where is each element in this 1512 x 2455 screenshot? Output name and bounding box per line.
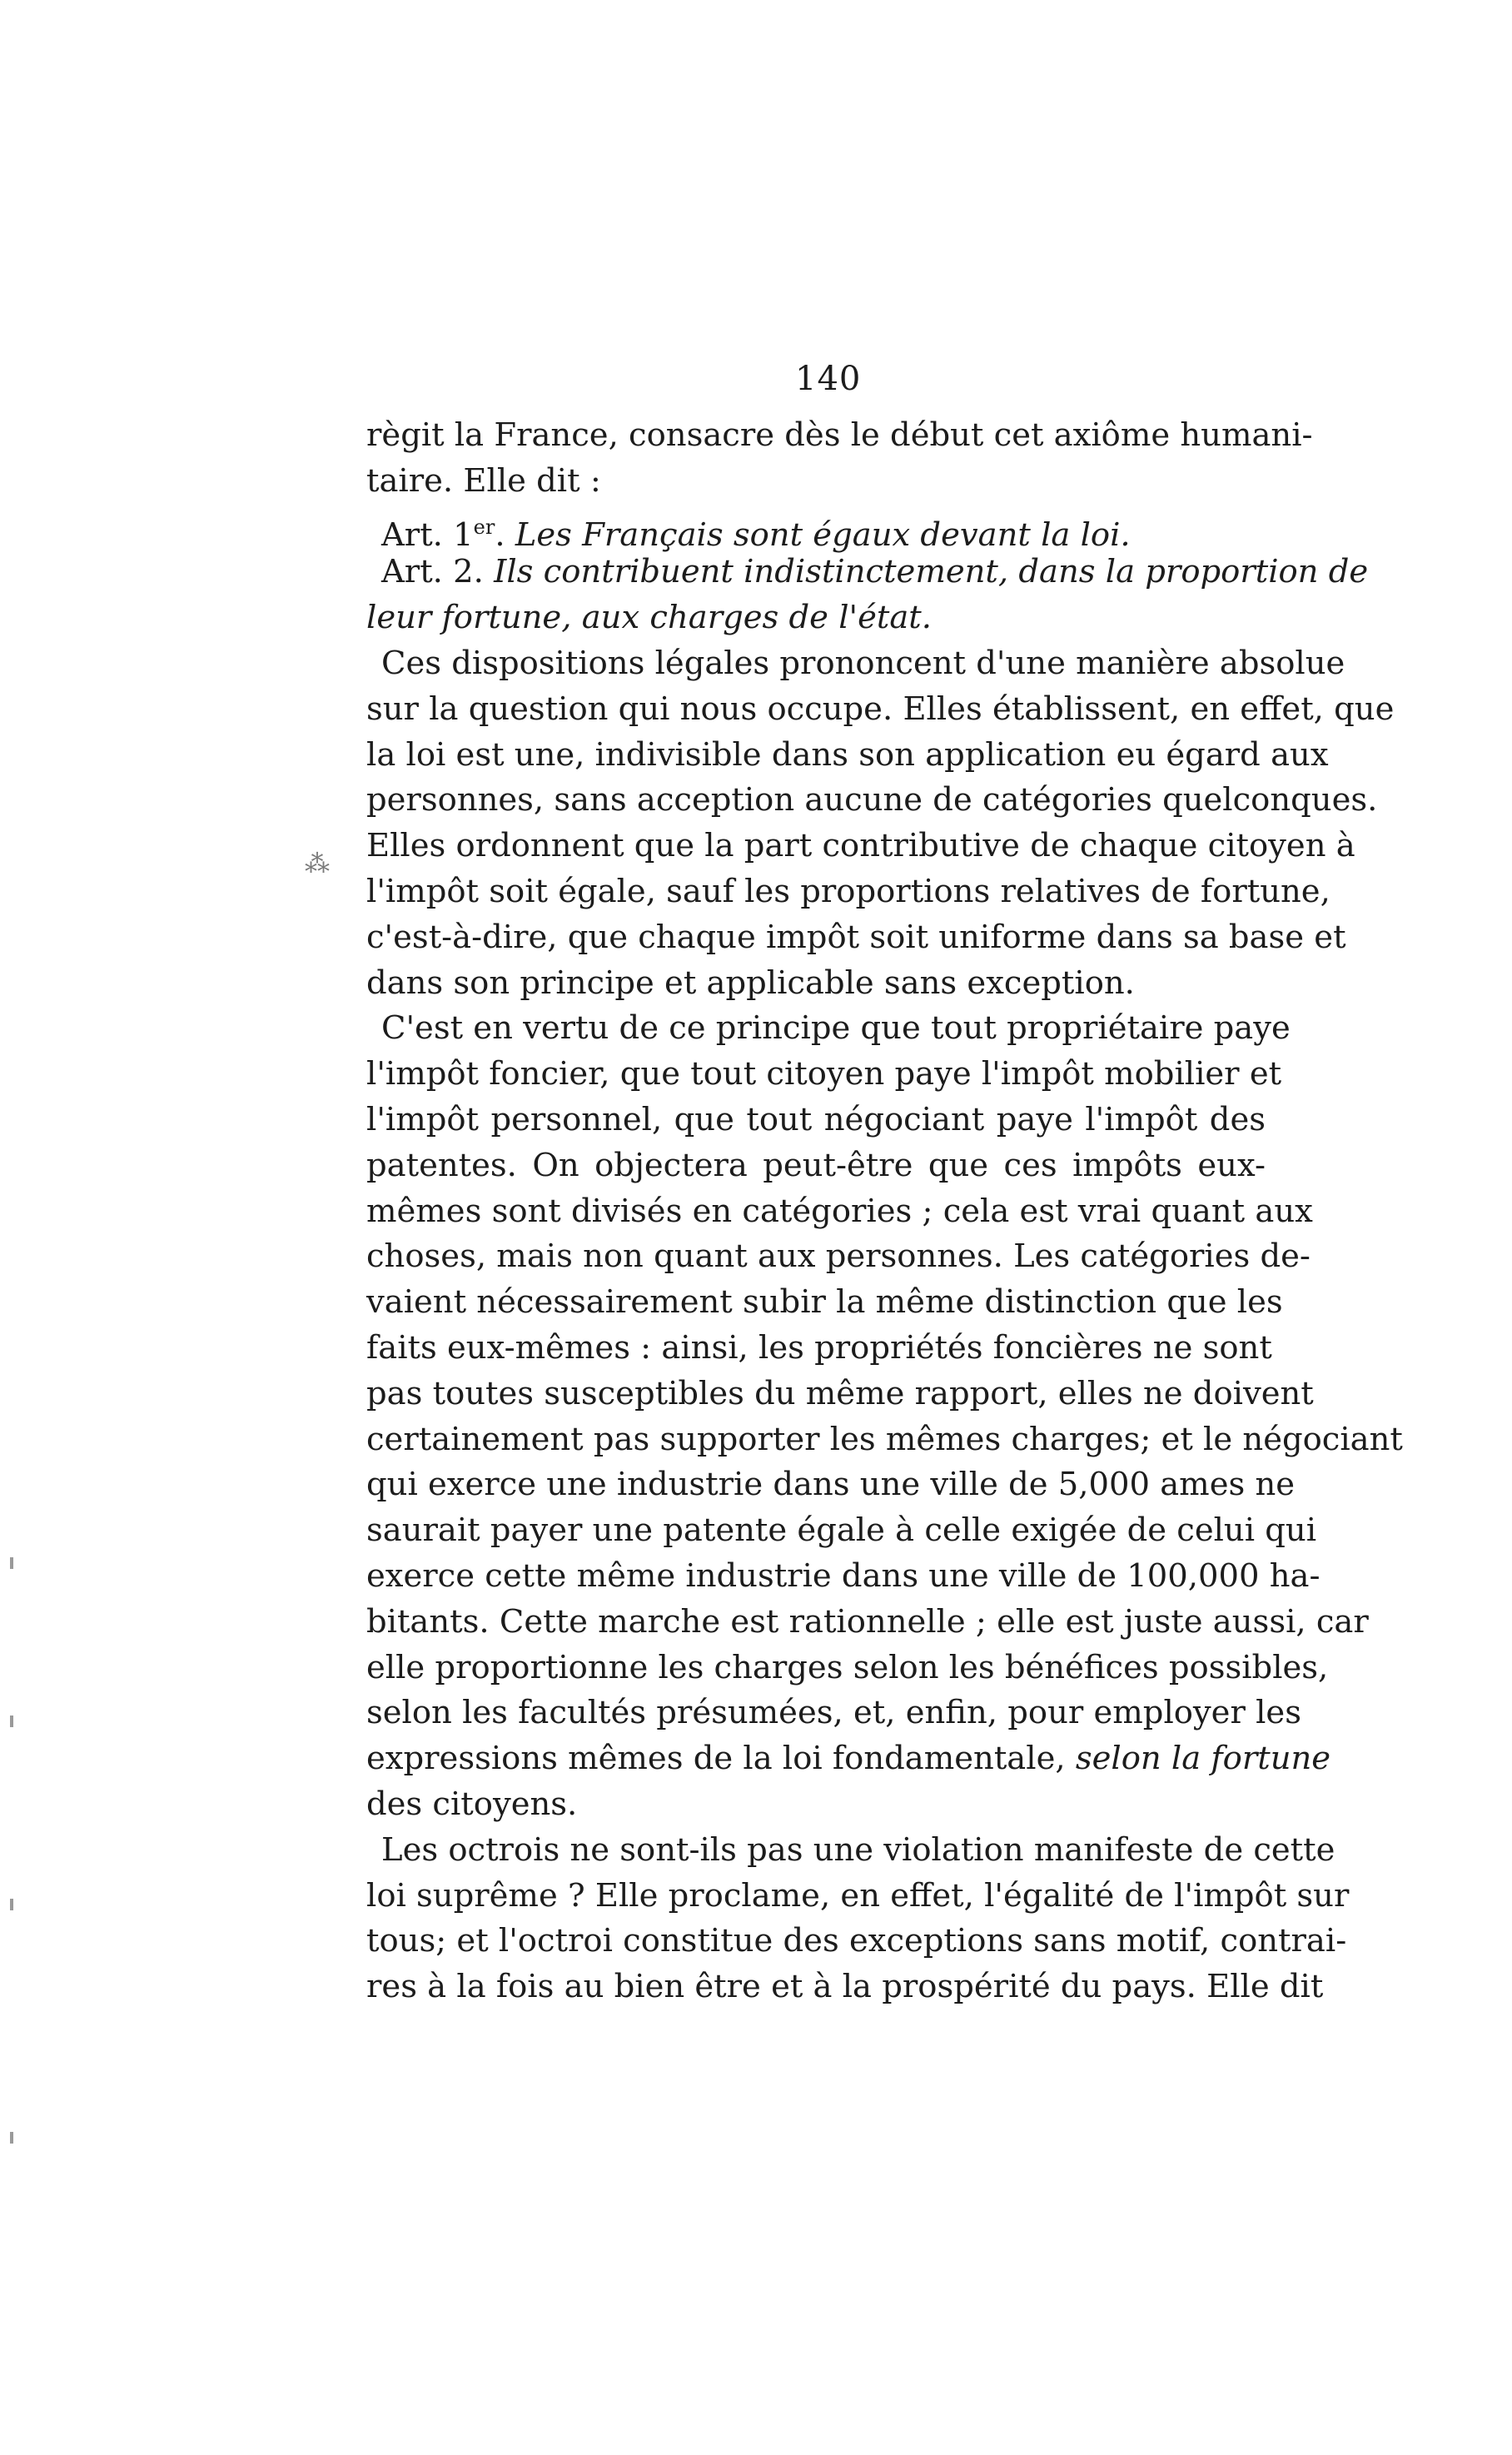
line-text: mêmes sont divisés en catégories ; cela est vrai quant aux: [366, 1192, 1313, 1230]
text-line: [366, 1052, 1282, 1098]
text-line: [366, 641, 1345, 687]
text-line: [366, 1189, 1313, 1235]
line-text: qui exerce une industrie dans une ville de 5,000 ames ne: [366, 1466, 1296, 1504]
body-text: [366, 413, 1403, 2010]
line-text: bitants. Cette marche est rationnelle ; elle est juste aussi, car: [366, 1602, 1369, 1641]
text-line: [366, 1462, 1296, 1508]
line-text: l'impôt personnel, que tout négociant paye l'impôt des: [366, 1100, 1266, 1138]
line-text: loi suprême ? Elle proclame, en effet, l'égalité de l'impôt sur: [366, 1876, 1350, 1915]
text-line: [366, 1326, 1272, 1372]
line-text: res à la fois au bien être et à la prospérité du pays. Elle dit: [366, 1968, 1324, 2006]
text-line: [366, 505, 1266, 554]
line-text: l'impôt foncier, que tout citoyen paye l'impôt mobilier et: [366, 1055, 1282, 1093]
line-text: la loi est une, indivisible dans son application eu égard aux: [366, 735, 1329, 774]
line-text: vaient nécessairement subir la même distinction que les: [366, 1283, 1283, 1322]
text-line: [366, 1691, 1301, 1736]
page-number: 140: [795, 360, 862, 398]
text-line: [366, 1964, 1324, 2010]
text-line: [366, 1646, 1329, 1691]
line-text: Les octrois ne sont-ils pas une violation manifeste de cette: [381, 1830, 1335, 1869]
smudge-mark: ⁂: [305, 849, 330, 879]
text-line: [366, 459, 1266, 505]
text-line: [366, 550, 1369, 595]
text-line: [366, 1143, 1266, 1189]
line-text: saurait payer une patente égale à celle exigée de celui qui: [366, 1511, 1317, 1550]
text-line: [366, 1554, 1321, 1600]
line-text: Ces dispositions légales prononcent d'une manière absolue: [381, 644, 1345, 682]
text-line: [366, 1098, 1266, 1143]
text-line: [366, 1919, 1347, 1964]
text-line: [366, 1736, 1331, 1782]
line-text: selon les facultés présumées, et, enfin, pour employer les: [366, 1694, 1301, 1732]
article-label: Art. 1: [381, 515, 474, 554]
margin-speck: [10, 1899, 13, 1910]
line-text: pas toutes susceptibles du même rapport, elles ne doivent: [366, 1374, 1314, 1412]
line-text: taire. Elle dit :: [366, 461, 601, 500]
text-line: [366, 1372, 1314, 1417]
text-line: [366, 1782, 1266, 1828]
line-text: choses, mais non quant aux personnes. Les catégories de-: [366, 1237, 1311, 1276]
line-text: C'est en vertu de ce principe que tout propriétaire paye: [381, 1009, 1291, 1048]
text-line: [366, 961, 1266, 1007]
article-label: Art. 2.: [381, 553, 495, 591]
text-line: [366, 1417, 1403, 1463]
text-line: [366, 1234, 1311, 1280]
line-text: personnes, sans acception aucune de catégories quelconques.: [366, 781, 1378, 819]
line-text: règit la France, consacre dès le début cet axiôme humani-: [366, 416, 1313, 454]
line-text: .: [495, 515, 515, 554]
text-line: [366, 1280, 1283, 1326]
line-text: expressions mêmes de la loi fondamentale,: [366, 1740, 1076, 1778]
margin-speck: [10, 1557, 13, 1569]
line-text: faits eux-mêmes : ainsi, les propriétés foncières ne sont: [366, 1328, 1272, 1367]
text-line: [366, 824, 1355, 869]
line-text: tous; et l'octroi constitue des exceptions sans motif, contrai-: [366, 1922, 1347, 1960]
text-line: [366, 595, 1266, 641]
italic-text: Ils contribuent indistinctement, dans la proportion de: [494, 553, 1369, 591]
italic-text: Les Français sont égaux devant la loi.: [515, 515, 1131, 554]
line-text: sur la question qui nous occupe. Elles établissent, en effet, que: [366, 690, 1395, 728]
text-line: [366, 1874, 1350, 1920]
text-line: [366, 687, 1395, 733]
text-line: [366, 1006, 1291, 1052]
line-text: Elles ordonnent que la part contributive de chaque citoyen à: [366, 827, 1355, 865]
text-line: [366, 778, 1378, 824]
text-line: [366, 1600, 1369, 1646]
text-line: [366, 915, 1346, 961]
text-line: [366, 733, 1329, 779]
line-text: certainement pas supporter les mêmes charges; et le négociant: [366, 1420, 1403, 1458]
line-text: elle proportionne les charges selon les bénéfices possibles,: [366, 1648, 1329, 1686]
line-text: patentes. On objectera peut-être que ces impôts eux-: [366, 1146, 1266, 1184]
line-text: exerce cette même industrie dans une ville de 100,000 ha-: [366, 1556, 1321, 1595]
line-text: c'est-à-dire, que chaque impôt soit uniforme dans sa base et: [366, 918, 1346, 956]
italic-text: selon la fortune: [1075, 1740, 1331, 1778]
text-line: [366, 1828, 1335, 1874]
text-line: [366, 413, 1313, 459]
text-line: [366, 869, 1330, 915]
margin-speck: [10, 2132, 13, 2144]
line-text: dans son principe et applicable sans exception.: [366, 964, 1135, 1002]
italic-text: leur fortune, aux charges de l'état.: [366, 599, 933, 637]
margin-speck: [10, 1716, 13, 1727]
superscript: er: [473, 515, 495, 539]
text-line: [366, 1508, 1317, 1554]
line-text: des citoyens.: [366, 1785, 578, 1823]
line-text: l'impôt soit égale, sauf les proportions relatives de fortune,: [366, 872, 1330, 910]
